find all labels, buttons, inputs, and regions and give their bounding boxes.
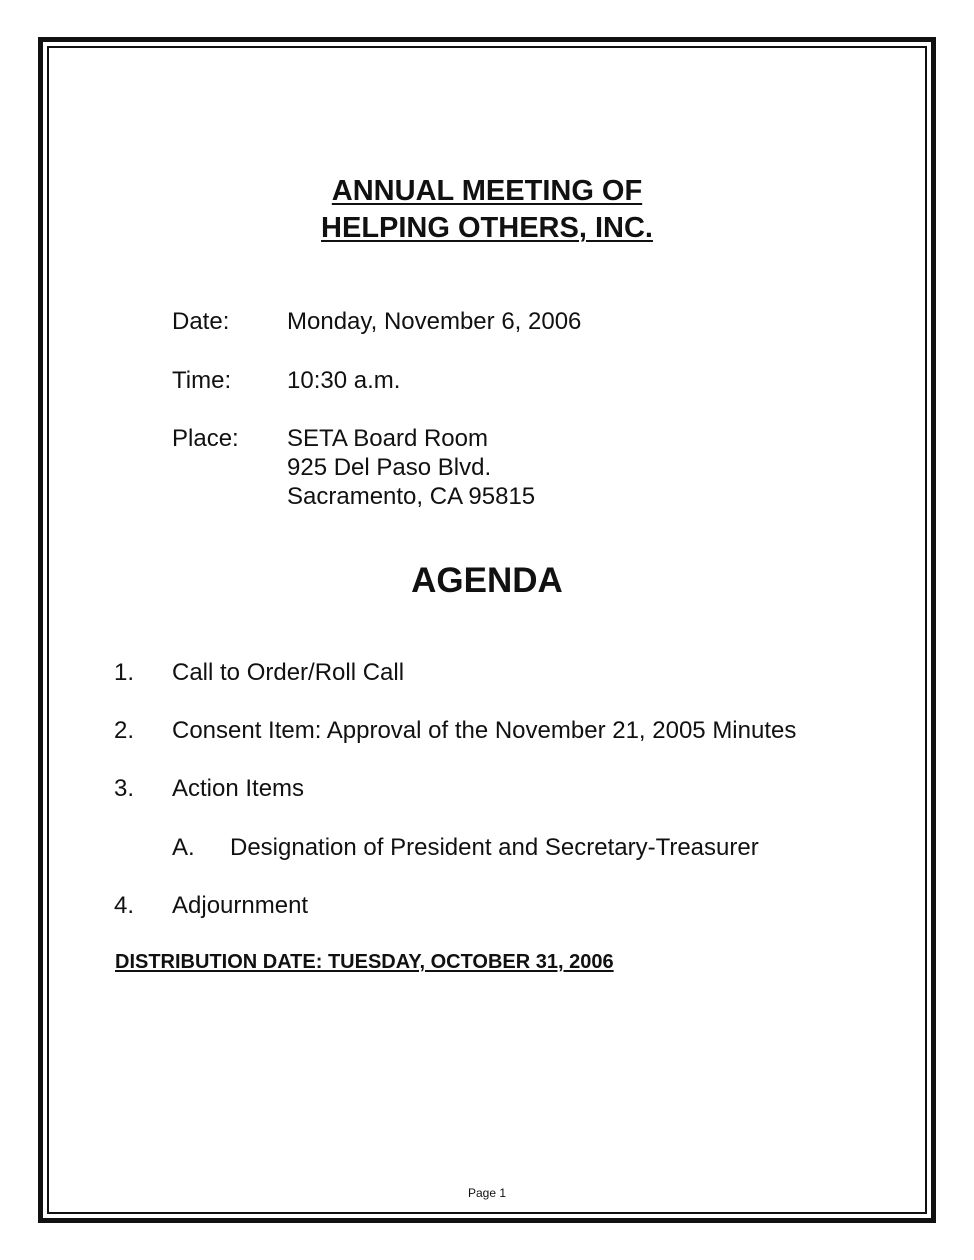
agenda-item-text: Action Items (172, 775, 305, 802)
agenda-item-number: 1. (114, 659, 135, 686)
distribution-date: DISTRIBUTION DATE: TUESDAY, OCTOBER 31, 2006 (115, 951, 614, 973)
date-value: Monday, November 6, 2006 (287, 308, 582, 335)
document-title-line-1: ANNUAL MEETING OF (331, 175, 643, 207)
agenda-item-number: 3. (114, 775, 135, 802)
agenda-item-text: Consent Item: Approval of the November 21, 2005 Minutes (172, 717, 797, 744)
agenda-subitem-text: Designation of President and Secretary-Treasurer (230, 834, 759, 861)
place-line-3: Sacramento, CA 95815 (287, 483, 536, 510)
place-label: Place: (172, 425, 239, 452)
place-line-1: SETA Board Room (287, 425, 488, 452)
agenda-heading: AGENDA (411, 561, 563, 600)
agenda-item-number: 2. (114, 717, 135, 744)
time-value: 10:30 a.m. (287, 367, 401, 394)
agenda-item-text: Call to Order/Roll Call (172, 659, 405, 686)
date-label: Date: (172, 308, 230, 335)
agenda-item-number: 4. (114, 892, 135, 919)
document-title-line-2: HELPING OTHERS, INC. (321, 212, 653, 244)
agenda-subitem-letter: A. (172, 834, 195, 861)
place-line-2: 925 Del Paso Blvd. (287, 454, 492, 481)
time-label: Time: (172, 367, 232, 394)
page-number: Page 1 (467, 1186, 507, 1200)
agenda-item-text: Adjournment (172, 892, 309, 919)
